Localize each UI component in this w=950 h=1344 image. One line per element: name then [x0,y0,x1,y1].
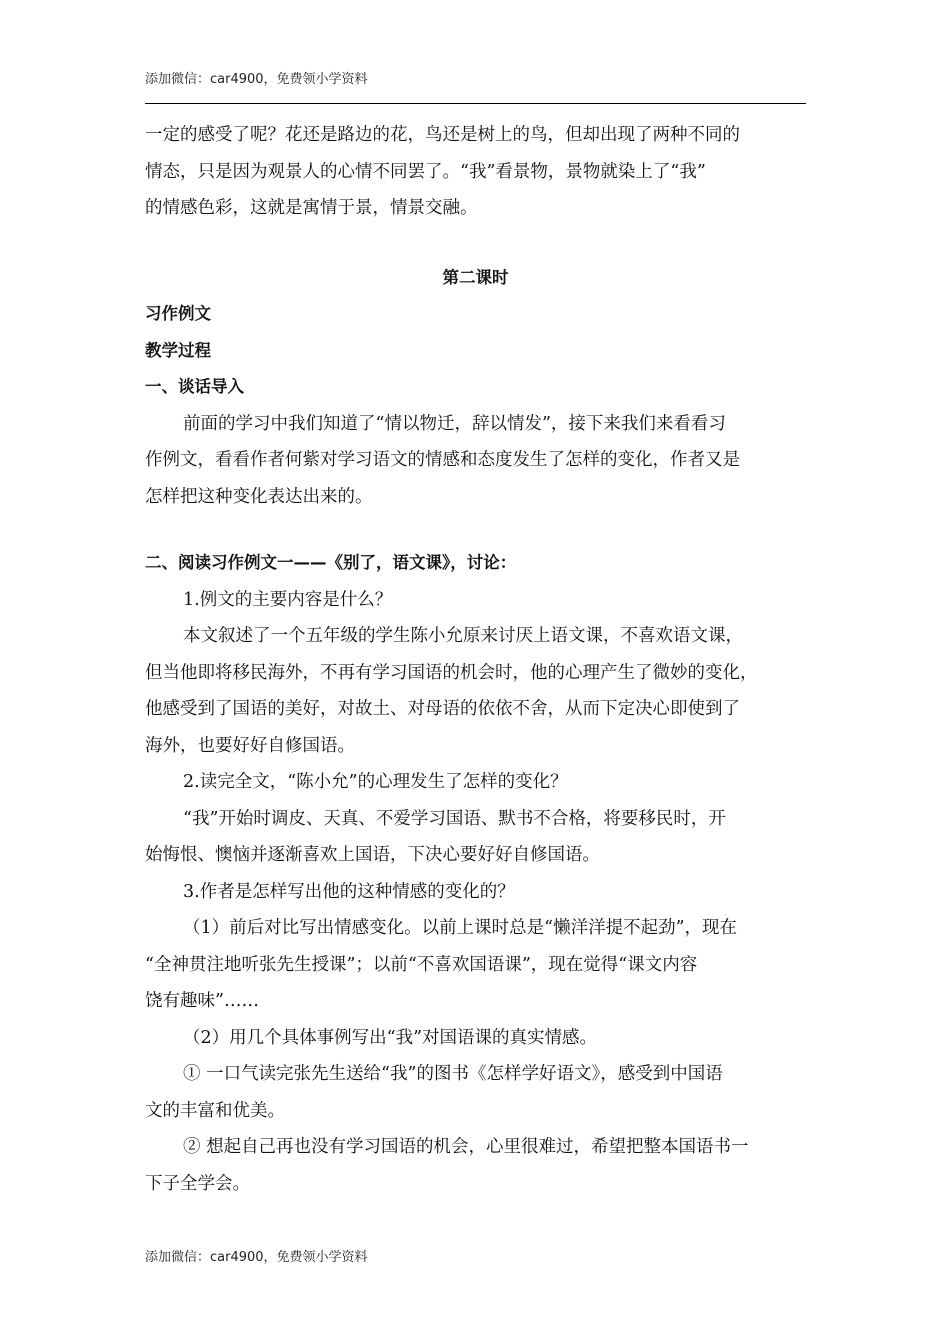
answer-3-2: （2）用几个具体事例写出“我”对国语课的真实情感。 [183,1027,598,1048]
intro-line: 一定的感受了呢？花还是路边的花，鸟还是树上的鸟，但却出现了两种不同的 [145,125,740,145]
example-item-1-line: ① 一口气读完张先生送给“我”的图书《怎样学好语文》，感受到中国语 [183,1064,723,1084]
page-footer: 添加微信：car4900，免费领小学资料 [145,1250,368,1265]
lesson-title: 第二课时 [442,267,509,287]
section1-line: 前面的学习中我们知道了“情以物迁，辞以情发”，接下来我们来看看习 [183,413,726,434]
answer-2-line: “我”开始时调皮、天真、不爱学习国语、默书不合格，将要移民时，开 [183,808,726,829]
intro-line: 情态，只是因为观景人的心情不同罢了。“我”看景物，景物就染上了“我” [145,161,706,182]
heading-process: 教学过程 [145,340,211,360]
page-header: 添加微信：car4900，免费领小学资料 [145,72,368,87]
answer-1-line: 本文叙述了一个五年级的学生陈小允原来讨厌上语文课，不喜欢语文课， [183,626,743,646]
question-1: 1.例文的主要内容是什么？ [183,589,393,610]
example-item-1-line: 文的丰富和优美。 [145,1100,285,1121]
example-item-2-line: ② 想起自己再也没有学习国语的机会，心里很难过，希望把整本国语书一 [183,1137,749,1157]
answer-1-line: 海外，也要好好自修国语。 [145,735,355,756]
section1-line: 作例文，看看作者何紫对学习语文的情感和态度发生了怎样的变化，作者又是 [145,450,740,470]
answer-1-line: 他感受到了国语的美好，对故土、对母语的依依不舍，从而下定决心即使到了 [145,699,740,719]
answer-3-1-line: 饶有趣味”…… [145,991,259,1011]
intro-line: 的情感色彩，这就是寓情于景，情景交融。 [145,198,478,218]
section1-title: 一、谈话导入 [145,377,244,396]
document-body [145,117,806,1202]
answer-3-1-line: “全神贯注地听张先生授课”；以前“不喜欢国语课”，现在觉得“课文内容 [145,954,698,975]
heading-example: 习作例文 [145,304,211,323]
section2-title: 二、阅读习作例文一——《别了，语文课》，讨论： [145,553,517,572]
question-2: 2.读完全文，“陈小允”的心理发生了怎样的变化？ [183,772,568,792]
section1-line: 怎样把这种变化表达出来的。 [145,486,373,507]
answer-1-line: 但当他即将移民海外，不再有学习国语的机会时，他的心理产生了微妙的变化， [145,662,758,683]
example-item-2-line: 下子全学会。 [145,1173,250,1194]
answer-2-line: 始悔恨、懊恼并逐渐喜欢上国语，下决心要好好自修国语。 [145,845,600,865]
header-divider [145,103,806,104]
question-3: 3.作者是怎样写出他的这种情感的变化的？ [183,881,515,902]
answer-3-1-line: （1）前后对比写出情感变化。以前上课时总是“懒洋洋提不起劲”，现在 [183,918,738,938]
